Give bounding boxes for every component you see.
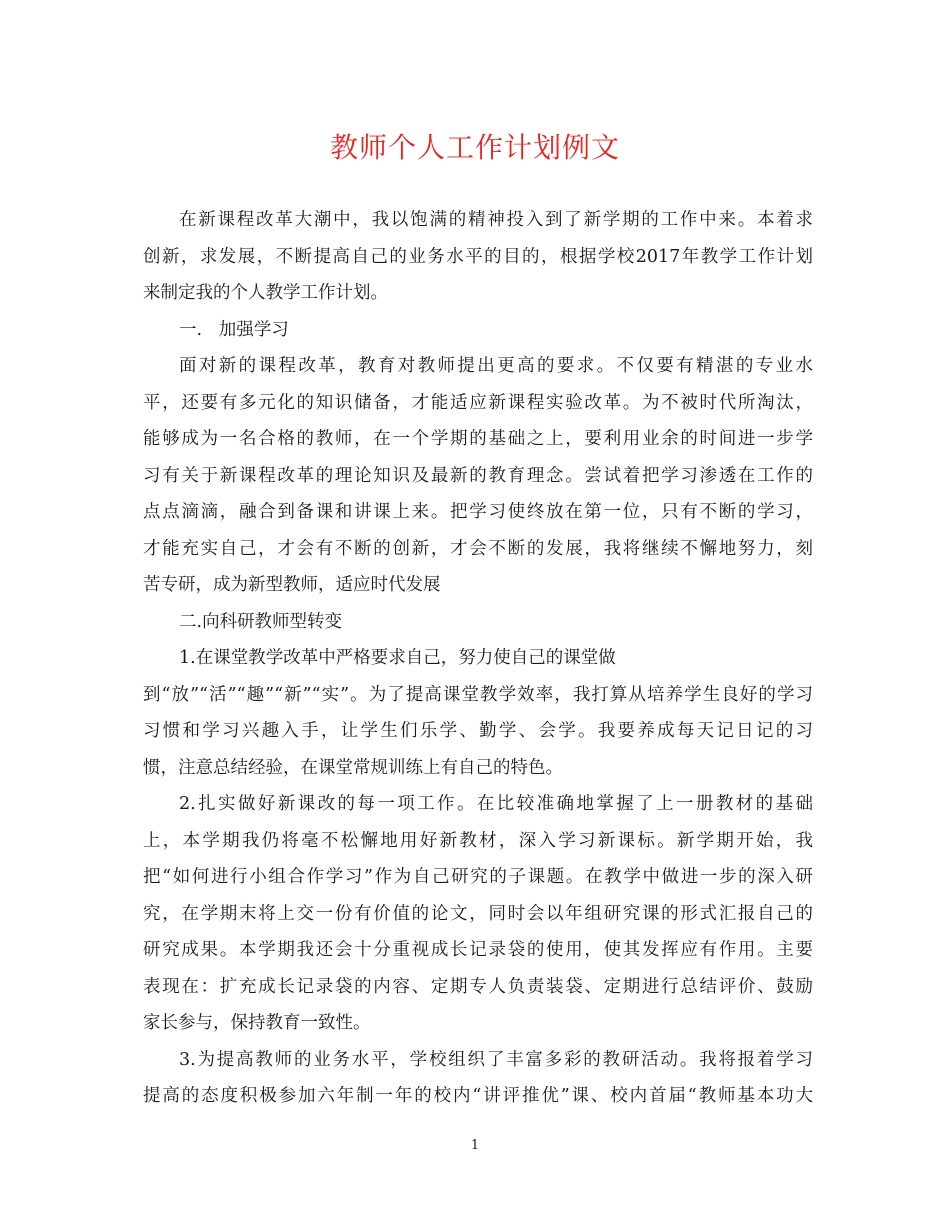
- section-heading-1: 一. 加强学习: [179, 319, 289, 340]
- document-title: 教师个人工作计划例文: [329, 131, 620, 164]
- paragraph-line: 面对新的课程改革，教育对教师提出更高的要求。不仅要有精湛的专业水: [179, 356, 813, 376]
- paragraph-line: 惯，注意总结经验，在课堂常规训练上有自己的特色。: [143, 757, 563, 778]
- paragraph-line: 创新，求发展，不断提高自己的业务水平的目的，根据学校2017年教学工作计划: [143, 246, 813, 267]
- section-heading-2: 二.向科研教师型转变: [179, 611, 343, 632]
- paragraph-line: 把“如何进行小组合作学习”作为自己研究的子课题。在教学中做进一步的深入研: [143, 867, 813, 887]
- paragraph-line: 平，还要有多元化的知识储备，才能适应新课程实验改革。为不被时代所淘汰，: [143, 392, 813, 413]
- paragraph-line: 来制定我的个人教学工作计划。: [143, 283, 388, 303]
- paragraph-line: 提高的态度积极参加六年制一年的校内“讲评推优”课、校内首届“教师基本功大: [143, 1086, 813, 1106]
- paragraph-line: 才能充实自己，才会有不断的创新，才会不断的发展，我将继续不懈地努力，刻: [143, 538, 813, 559]
- paragraph-line: 到“放”“活”“趣”“新”“实”。为了提高课堂教学效率，我打算从培养学生良好的学习: [143, 684, 813, 705]
- paragraph-line: 习惯和学习兴趣入手，让学生们乐学、勤学、会学。我要养成每天记日记的习: [143, 721, 813, 741]
- paragraph-line: 习有关于新课程改革的理论知识及最新的教育理念。尝试着把学习渗透在工作的: [143, 465, 813, 486]
- paragraph-line: 研究成果。本学期我还会十分重视成长记录袋的使用，使其发挥应有作用。主要: [143, 940, 813, 960]
- paragraph-line: 点点滴滴，融合到备课和讲课上来。把学习使终放在第一位，只有不断的学习，: [143, 502, 813, 522]
- paragraph-line: 表现在：扩充成长记录袋的内容、定期专人负责装袋、定期进行总结评价、鼓励: [143, 976, 813, 997]
- page-number: 1: [470, 1138, 480, 1153]
- paragraph-line: 家长参与，保持教育一致性。: [143, 1013, 371, 1033]
- paragraph-line: 苦专研，成为新型教师，适应时代发展: [143, 575, 441, 595]
- paragraph-line: 上，本学期我仍将毫不松懈地用好新教材，深入学习新课标。新学期开始，我: [143, 830, 813, 851]
- document-body: [143, 202, 813, 1115]
- paragraph-line: 究，在学期末将上交一份有价值的论文，同时会以年组研究课的形式汇报自己的: [143, 903, 813, 924]
- paragraph-line: 1.在课堂教学改革中严格要求自己，努力使自己的课堂做: [179, 648, 616, 668]
- paragraph-line: 3.为提高教师的业务水平，学校组织了丰富多彩的教研活动。我将报着学习: [179, 1049, 813, 1070]
- paragraph-line: 在新课程改革大潮中，我以饱满的精神投入到了新学期的工作中来。本着求: [179, 210, 813, 230]
- paragraph-line: 2.扎实做好新课改的每一项工作。在比较准确地掌握了上一册教材的基础: [179, 794, 813, 814]
- paragraph-line: 能够成为一名合格的教师，在一个学期的基础之上，要利用业余的时间进一步学: [143, 429, 813, 449]
